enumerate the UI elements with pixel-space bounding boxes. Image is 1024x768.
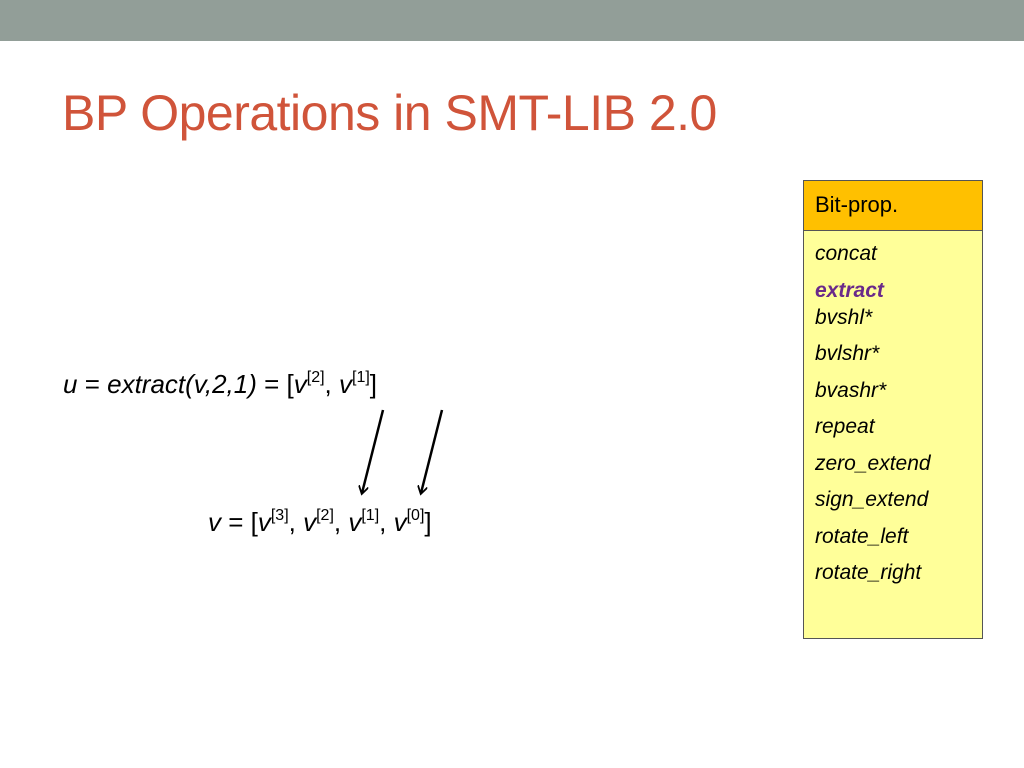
eq-u-comma: , xyxy=(324,369,339,399)
op-concat: concat xyxy=(815,242,877,265)
eq-v-bit-1: v xyxy=(348,507,362,537)
op-extract-highlighted: extract xyxy=(815,278,884,302)
arrow-bit-1 xyxy=(421,410,442,493)
table-header: Bit-prop. xyxy=(804,181,982,231)
eq-v-comma-3: , xyxy=(379,507,394,537)
eq-u-lhs: u xyxy=(63,369,78,399)
eq-v-equals-bracket: = [ xyxy=(221,507,258,537)
eq-v-bit-0-index: [0] xyxy=(406,507,425,524)
arrow-bit-2 xyxy=(362,410,383,493)
eq-v-bit-2-index: [2] xyxy=(316,507,334,524)
eq-u-bit-2-index: [2] xyxy=(306,369,325,386)
eq-v-bit-2: v xyxy=(303,507,317,537)
eq-u-extract-expr: extract(v,2,1) xyxy=(107,369,257,399)
eq-v-bit-3-index: [3] xyxy=(270,507,289,524)
op-rotate-right: rotate_right xyxy=(815,561,922,584)
eq-u-equals-bracket: = [ xyxy=(256,369,294,399)
op-bvshl: bvshl* xyxy=(815,305,873,329)
op-zero-extend: zero_extend xyxy=(815,451,931,475)
eq-v-bit-1-index: [1] xyxy=(361,507,380,524)
eq-v-close: ] xyxy=(424,507,432,537)
operations-list xyxy=(804,231,982,595)
slide-title: BP Operations in SMT-LIB 2.0 xyxy=(62,85,717,141)
eq-v-lhs: v xyxy=(208,507,221,537)
eq-u-bit-1: v xyxy=(339,369,352,399)
bit-prop-operations-table xyxy=(803,180,983,639)
eq-v-bit-3: v xyxy=(257,507,271,537)
eq-u-bit-2: v xyxy=(293,369,307,399)
eq-u-equals: = xyxy=(77,369,108,399)
op-rotate-left: rotate_left xyxy=(815,524,909,548)
eq-v-comma-2: , xyxy=(333,507,349,537)
eq-u-bit-1-index: [1] xyxy=(352,369,370,386)
eq-u-close: ] xyxy=(369,369,378,399)
op-sign-extend: sign_extend xyxy=(815,488,929,511)
op-bvashr: bvashr* xyxy=(815,378,887,402)
op-repeat: repeat xyxy=(815,415,875,438)
eq-v-comma-1: , xyxy=(288,507,304,537)
op-bvlshr: bvlshr* xyxy=(815,342,880,365)
eq-v-bit-0: v xyxy=(393,507,407,537)
